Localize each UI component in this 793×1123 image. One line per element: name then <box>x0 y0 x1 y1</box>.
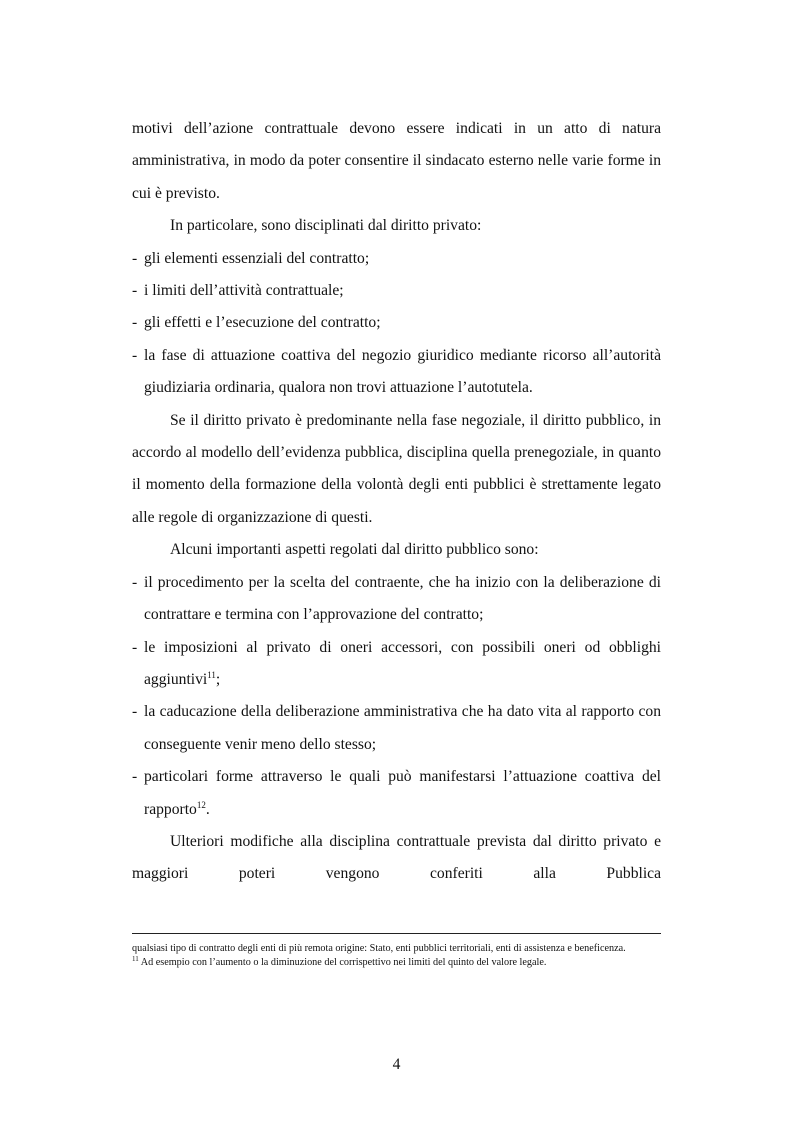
footnote-divider <box>132 933 661 934</box>
paragraph-5: Ulteriori modifiche alla disciplina contrattuale prevista dal diritto privato e maggiori poteri vengono conferiti alla Pubblica <box>132 832 661 883</box>
list-item: - gli elementi essenziali del contratto; <box>132 249 370 267</box>
body-text <box>132 113 661 891</box>
page-number: 4 <box>392 1056 401 1073</box>
list-item: - particolari forme attraverso le quali può manifestarsi l’attuazione coattiva del rapporto$^{12}$. <box>132 768 661 818</box>
paragraph-4: Alcuni importanti aspetti regolati dal diritto pubblico sono: <box>170 541 539 559</box>
footnote-continuation: qualsiasi tipo di contratto degli enti di più remota origine: Stato, enti pubblici territoriali, enti di assistenza e beneficenza. <box>132 943 626 954</box>
paragraph-3: Se il diritto privato è predominante nella fase negoziale, il diritto pubblico, in accordo al modello dell’evidenza pubblica, disciplina quella prenegoziale, in quanto il momento della formazione della volontà degli enti pubblici è strettamente legato alle regole di organizzazione di questi. <box>132 411 661 526</box>
list-item: - la caducazione della deliberazione amministrativa che ha dato vita al rapporto con conseguente venir meno dello stesso; <box>132 703 661 753</box>
paragraph-2: In particolare, sono disciplinati dal diritto privato: <box>170 217 482 235</box>
list-public-law <box>132 567 661 826</box>
list-item: - il procedimento per la scelta del contraente, che ha inizio con la deliberazione di contrattare e termina con l’approvazione del contratto; <box>132 573 661 624</box>
list-item: - le imposizioni al privato di oneri accessori, con possibili oneri od obblighi aggiuntivi$^{11}$; <box>132 638 661 688</box>
footnotes <box>132 942 661 969</box>
paragraph-1: motivi dell’azione contrattuale devono essere indicati in un atto di natura amministrativa, in modo da poter consentire il sindacato esterno nelle varie forme in cui è previsto. <box>132 120 661 202</box>
footnote-11: $^{11}$ Ad esempio con l’aumento o la diminuzione del corrispettivo nei limiti del quinto del valore legale. <box>132 954 547 968</box>
footnote-ref-12: 12 <box>196 799 206 810</box>
list-item: - la fase di attuazione coattiva del negozio giuridico mediante ricorso all’autorità giudiziaria ordinaria, qualora non trovi attuazione l’autotutela. <box>132 346 661 397</box>
list-item: - i limiti dell’attività contrattuale; <box>132 282 344 300</box>
footnote-ref-11: 11 <box>207 669 216 680</box>
list-item: - gli effetti e l’esecuzione del contratto; <box>132 314 381 332</box>
list-private-law <box>132 243 661 405</box>
